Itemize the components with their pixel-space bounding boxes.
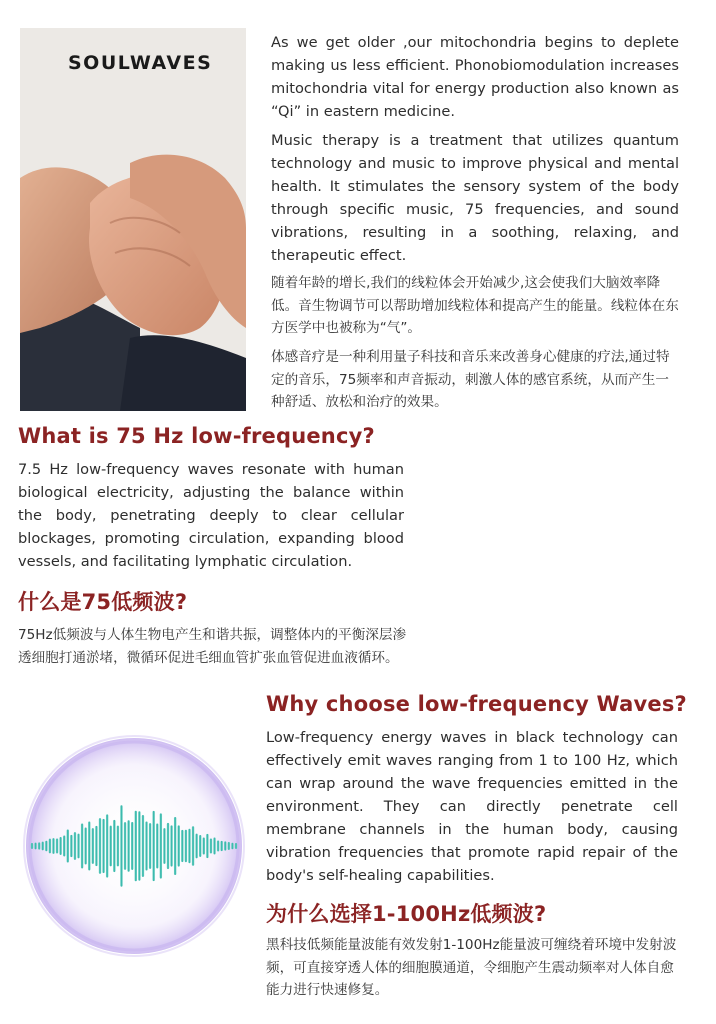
- wave-bar: [167, 823, 169, 869]
- wave-bar: [52, 838, 54, 854]
- wave-bar: [70, 835, 72, 857]
- wave-bar: [178, 825, 180, 866]
- wave-bar: [170, 825, 172, 866]
- wave-bar: [56, 838, 58, 853]
- holding-hands-photo: [20, 28, 246, 411]
- wave-bar: [142, 815, 144, 877]
- sound-wave-orb-icon: [18, 728, 250, 964]
- wave-bar: [127, 820, 129, 872]
- wave-bar: [181, 830, 183, 862]
- wave-bar: [95, 826, 97, 866]
- wave-bar: [120, 805, 122, 886]
- section-75hz-title-cn: 什么是75低频波?: [18, 590, 188, 614]
- section-75hz-body-en: 7.5 Hz low-frequency waves resonate with human biological electricity, adjusting the balance within the body, penetrating deeply to clear cellular blockages, promoting circulation, expanding blood vessels, and facilitating lymphatic circulation.: [18, 461, 404, 570]
- wave-bar: [224, 841, 226, 850]
- wave-bar: [203, 837, 205, 854]
- wave-bar: [145, 821, 147, 870]
- wave-bar: [185, 830, 187, 862]
- wave-bar: [124, 822, 126, 870]
- wave-bar: [213, 838, 215, 855]
- wave-bar: [84, 828, 86, 865]
- sound-wave-graphic: [18, 728, 250, 964]
- wave-bar: [92, 828, 94, 864]
- wave-bar: [34, 843, 36, 850]
- section-why-body-en: Low-frequency energy waves in black technology can effectively emit waves ranging from 1 to 100 Hz, which can wrap around the wave frequencies emitted in the environment. They can directly penetrate cell membrane channels in the human body, causing vibration frequencies that promote rapid repair of the body's self-healing capabilities.: [266, 729, 678, 884]
- section-why-body-cn: 黑科技低频能量波能有效发射1-100Hz能量波可缠绕着环境中发射波频，可直接穿透人体的细胞膜通道，令细胞产生震动频率对人体自愈能力进行快速修复。: [266, 937, 677, 998]
- wave-bar: [163, 828, 165, 864]
- wave-bar: [77, 834, 79, 859]
- wave-bar: [81, 824, 83, 869]
- section-why-title-cn: 为什么选择1-100Hz低频波?: [266, 902, 547, 926]
- intro-paragraph-cn-1: 随着年龄的增长,我们的线粒体会开始减少,这会使我们大脑效率降低。音生物调节可以帮助增加线粒体和提高产生的能量。线粒体在东方医学中也被称为“气”。: [271, 275, 679, 336]
- wave-bar: [199, 835, 201, 857]
- intro-paragraph-en-2: Music therapy is a treatment that utilizes quantum technology and music to improve physical and mental health. It stimulates the sensory system of the body through specific music, 75 frequencies, and sound vibrations, resulting in a soothing, relaxing, and therapeutic effect.: [271, 132, 679, 264]
- wave-bar: [231, 843, 233, 850]
- wave-bar: [67, 829, 69, 862]
- wave-bar: [206, 834, 208, 858]
- wave-bar: [45, 841, 47, 852]
- wave-bar: [188, 829, 190, 863]
- wave-bar: [228, 842, 230, 850]
- brand-logo: SOULWAVES: [68, 52, 213, 74]
- wave-bar: [110, 826, 112, 867]
- wave-bar: [210, 839, 212, 854]
- wave-bar: [152, 811, 154, 881]
- hands-illustration: [20, 28, 246, 411]
- wave-bar: [59, 837, 61, 855]
- wave-bar: [42, 842, 44, 851]
- section-75hz-body-cn: 75Hz低频波与人体生物电产生和谐共振，调整体内的平衡深层渗透细胞打通淤堵，微循环促进毛细血管扩张血管促进血液循环。: [18, 627, 407, 666]
- wave-bar: [160, 813, 162, 878]
- wave-bar: [74, 832, 76, 860]
- wave-bar: [49, 839, 51, 854]
- wave-bar: [195, 834, 197, 859]
- wave-bar: [99, 818, 101, 874]
- wave-bar: [174, 817, 176, 875]
- section-why-title-en: Why choose low-frequency Waves?: [266, 692, 687, 716]
- wave-bar: [38, 842, 40, 849]
- wave-bar: [31, 843, 33, 849]
- wave-bar: [156, 824, 158, 869]
- intro-paragraph-en-1: As we get older ,our mitochondria begins to deplete making us less efficient. Phonobiomodulation increases mitochondria vital for energy production also known as “Qi” in eastern medicine.: [271, 34, 679, 120]
- section-75hz-title-en: What is 75 Hz low-frequency?: [18, 424, 375, 448]
- wave-bar: [235, 843, 237, 849]
- wave-bar: [192, 826, 194, 866]
- wave-bar: [149, 823, 151, 869]
- wave-bar: [102, 819, 104, 873]
- intro-paragraph-cn-2: 体感音疗是一种利用量子科技和音乐来改善身心健康的疗法,通过特定的音乐，75频率和声音振动，刺激人体的感官系统，从而产生一种舒适、放松和治疗的效果。: [271, 349, 670, 410]
- wave-bar: [138, 811, 140, 880]
- wave-bar: [117, 826, 119, 867]
- wave-bar: [131, 822, 133, 870]
- wave-bar: [220, 841, 222, 851]
- wave-bar: [135, 811, 137, 882]
- wave-bar: [113, 820, 115, 872]
- wave-bar: [217, 841, 219, 852]
- wave-bar: [88, 822, 90, 871]
- wave-bar: [63, 836, 65, 857]
- wave-bar: [106, 814, 108, 877]
